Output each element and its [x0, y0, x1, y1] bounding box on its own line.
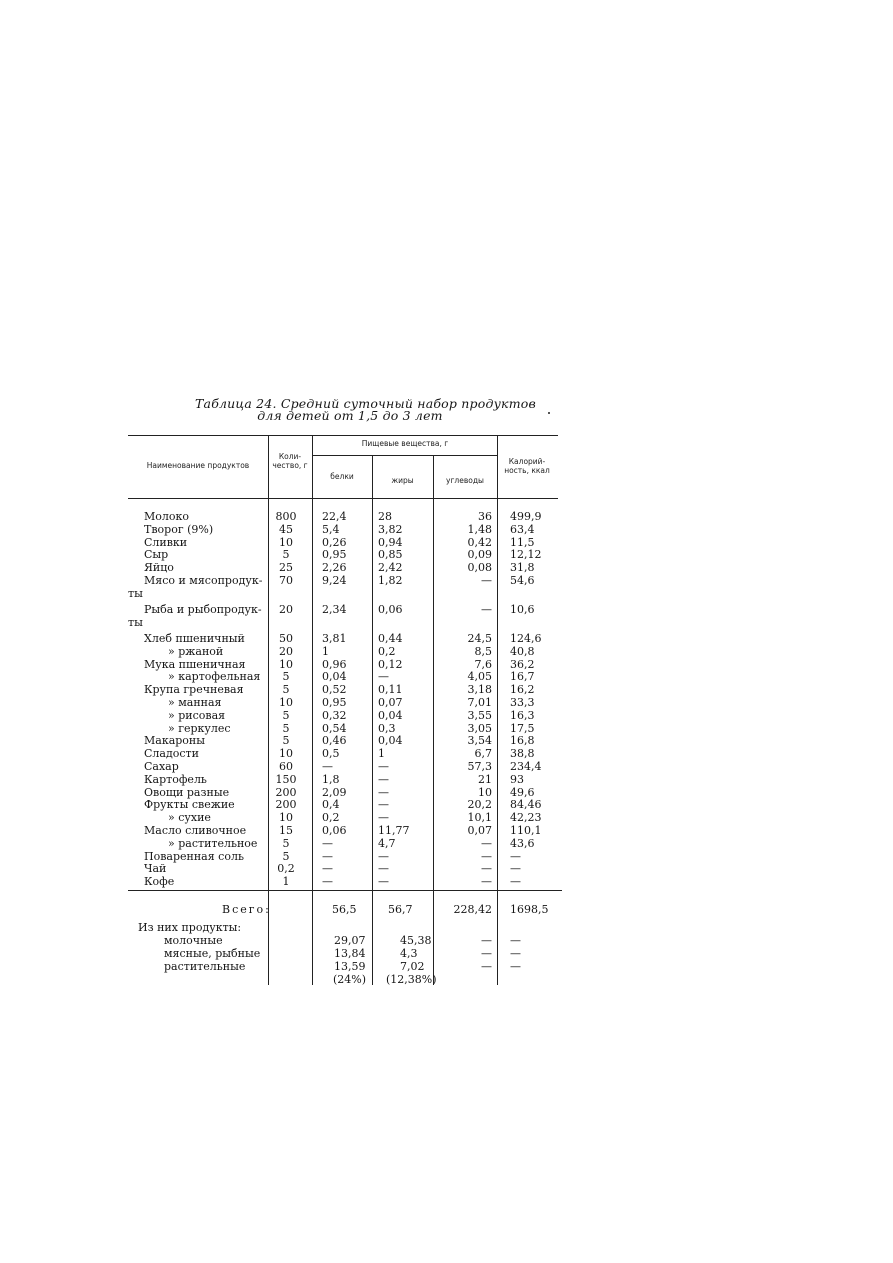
protein-value: 2,34 — [322, 603, 347, 616]
kcal-value: 17,5 — [510, 721, 535, 735]
quantity: 5 — [282, 548, 290, 562]
protein-value: 5,4 — [322, 522, 340, 536]
protein-value: — — [322, 875, 333, 889]
subtotal-name: растительные — [164, 960, 246, 973]
product-name: Сыр — [144, 548, 169, 562]
subtotal-kcal: — — [510, 947, 521, 960]
fat-value: — — [378, 798, 389, 812]
kcal-value: 54,6 — [510, 574, 535, 587]
table-row — [0, 696, 893, 709]
subtotal-row — [0, 960, 893, 973]
header-name: Наименование продуктов — [146, 461, 250, 470]
quantity: 0,2 — [277, 862, 295, 876]
subtotals-heading — [0, 921, 893, 934]
carbs-value: 36 — [478, 510, 492, 523]
carbs-value: 3,55 — [467, 708, 492, 722]
product-name: Масло сливочное — [144, 824, 247, 837]
quantity: 10 — [279, 657, 293, 671]
product-name: Фрукты свежие — [144, 798, 235, 812]
quantity: 10 — [279, 811, 293, 825]
quantity: 20 — [279, 603, 293, 616]
table-row — [0, 747, 893, 760]
carbs-value: — — [481, 836, 492, 850]
fat-value: 0,07 — [378, 696, 403, 709]
product-name: Кофе — [144, 875, 175, 889]
carbs-value: — — [481, 574, 492, 587]
percent-protein: (24%) — [333, 973, 367, 986]
subtotal-fat: 4,3 — [400, 947, 418, 960]
kcal-value: 499,9 — [510, 510, 542, 523]
header-fat: жиры — [391, 476, 414, 485]
protein-value: 3,81 — [322, 632, 347, 645]
subtotal-kcal: — — [510, 934, 521, 947]
fat-value: 0,11 — [378, 683, 403, 697]
protein-value: 0,32 — [322, 708, 347, 722]
percentages-row — [0, 973, 893, 986]
protein-value: 2,09 — [322, 785, 347, 799]
fat-value: 0,44 — [378, 632, 403, 645]
subtotal-kcal: — — [510, 960, 521, 973]
total-protein: 56,5 — [332, 903, 357, 916]
protein-value: 0,95 — [322, 696, 347, 709]
product-name: » растительное — [168, 836, 258, 850]
protein-value: 22,4 — [322, 510, 347, 523]
protein-value: 0,2 — [322, 811, 340, 825]
subtotal-row — [0, 934, 893, 947]
product-name: Макароны — [144, 734, 206, 748]
subtotal-fat: 7,02 — [400, 960, 425, 973]
quantity: 70 — [279, 574, 293, 587]
quantity: 5 — [282, 734, 290, 748]
fat-value: 1 — [378, 747, 385, 761]
quantity: 5 — [282, 721, 290, 735]
fat-value: 2,42 — [378, 561, 403, 575]
quantity: 50 — [279, 632, 293, 645]
kcal-value: — — [510, 875, 521, 889]
fat-value: 11,77 — [378, 824, 410, 837]
protein-value: 0,54 — [322, 721, 347, 735]
kcal-value: 42,23 — [510, 811, 542, 825]
carbs-value: 20,2 — [467, 798, 492, 812]
table-row — [0, 632, 893, 645]
table-row — [0, 574, 893, 587]
product-name: Картофель — [144, 772, 207, 786]
protein-value: 0,95 — [322, 548, 347, 562]
table-row — [0, 603, 893, 616]
table-row — [0, 837, 893, 850]
quantity: 45 — [279, 522, 293, 536]
table-row — [0, 734, 893, 747]
carbs-value: — — [481, 603, 492, 616]
product-name: Сладости — [144, 747, 199, 761]
fat-value: 4,7 — [378, 836, 396, 850]
product-name: Мука пшеничная — [144, 657, 246, 671]
total-row — [0, 903, 893, 916]
quantity: 5 — [282, 683, 290, 697]
subtotal-carbs: — — [481, 934, 492, 947]
table-row — [0, 683, 893, 696]
fat-value: 0,06 — [378, 603, 403, 616]
product-name: » ржаной — [168, 644, 224, 658]
quantity: 1 — [282, 875, 290, 889]
product-name: Яйцо — [144, 561, 174, 575]
quantity: 5 — [282, 849, 290, 863]
product-name: Чай — [144, 862, 167, 876]
kcal-value: 63,4 — [510, 522, 535, 536]
kcal-value: 234,4 — [510, 760, 542, 773]
table-row — [0, 862, 893, 875]
kcal-value: 49,6 — [510, 785, 535, 799]
quantity: 200 — [275, 785, 297, 799]
header-carbs: углеводы — [446, 476, 484, 485]
table-row — [0, 561, 893, 574]
carbs-value: 7,01 — [467, 696, 492, 709]
quantity: 150 — [275, 772, 297, 786]
quantity: 5 — [282, 670, 290, 684]
product-name: Поваренная соль — [144, 849, 244, 863]
kcal-value: 16,2 — [510, 683, 535, 697]
kcal-value: 10,6 — [510, 603, 535, 616]
subtotal-protein: 29,07 — [334, 934, 366, 947]
carbs-value: 8,5 — [474, 644, 492, 658]
protein-value: — — [322, 849, 333, 863]
table-row — [0, 773, 893, 786]
kcal-value: 43,6 — [510, 836, 535, 850]
table-row — [0, 875, 893, 888]
table-row — [0, 850, 893, 863]
table-row — [0, 658, 893, 671]
table-row — [0, 811, 893, 824]
quantity: 25 — [279, 561, 293, 575]
product-name: Мясо и мясопродук- — [144, 574, 263, 587]
fat-value: 1,82 — [378, 574, 403, 587]
table-row — [0, 760, 893, 773]
fat-value: — — [378, 875, 389, 889]
product-name: Хлеб пшеничный — [144, 632, 245, 645]
fat-value: — — [378, 772, 389, 786]
product-name-continuation: ты — [128, 587, 143, 600]
carbs-value: 24,5 — [467, 632, 492, 645]
kcal-value: 16,3 — [510, 708, 535, 722]
fat-value: — — [378, 849, 389, 863]
kcal-value: — — [510, 849, 521, 863]
carbs-value: 0,08 — [467, 561, 492, 575]
fat-value: 0,12 — [378, 657, 403, 671]
header-nutrients: Пищевые вещества, г — [361, 439, 449, 448]
kcal-value: 11,5 — [510, 535, 535, 549]
fat-value: — — [378, 785, 389, 799]
carbs-value: 21 — [478, 772, 492, 786]
protein-value: 1,8 — [322, 772, 340, 786]
kcal-value: 124,6 — [510, 632, 542, 645]
quantity: 200 — [275, 798, 297, 812]
table-row — [0, 548, 893, 561]
protein-value: 1 — [322, 644, 329, 658]
table-row — [0, 510, 893, 523]
table-caption — [195, 396, 536, 423]
protein-value: 0,52 — [322, 683, 347, 697]
total-carbs: 228,42 — [453, 903, 492, 916]
fat-value: 28 — [378, 510, 392, 523]
carbs-value: 10,1 — [467, 811, 492, 825]
kcal-value: 40,8 — [510, 644, 535, 658]
product-name: Овощи разные — [144, 785, 230, 799]
protein-value: 0,5 — [322, 747, 340, 761]
kcal-value: 84,46 — [510, 798, 542, 812]
subtotal-carbs: — — [481, 947, 492, 960]
subtotals-label: Из них продукты: — [138, 921, 242, 934]
protein-value: 0,4 — [322, 798, 340, 812]
subtotal-name: мясные, рыбные — [164, 947, 261, 960]
table-row — [0, 670, 893, 683]
kcal-value: 12,12 — [510, 548, 542, 562]
fat-value: — — [378, 862, 389, 876]
percent-fat: (12,38%) — [386, 973, 437, 986]
product-name: » картофельная — [168, 670, 261, 684]
total-kcal: 1698,5 — [510, 903, 549, 916]
scan-speck — [548, 412, 550, 414]
carbs-value: 0,42 — [467, 535, 492, 549]
header-bottom-rule — [128, 498, 558, 499]
table-row — [0, 786, 893, 799]
caption-line-1: Таблица 24. Средний суточный набор продуктов — [195, 396, 536, 411]
table-row — [0, 824, 893, 837]
quantity: 60 — [279, 760, 293, 773]
product-name: Крупа гречневая — [144, 683, 244, 697]
carbs-value: 57,3 — [467, 760, 492, 773]
fat-value: — — [378, 760, 389, 773]
quantity: 10 — [279, 747, 293, 761]
protein-value: — — [322, 760, 333, 773]
kcal-value: — — [510, 862, 521, 876]
subtotal-protein: 13,59 — [334, 960, 366, 973]
product-name: » геркулес — [168, 721, 231, 735]
protein-value: 0,04 — [322, 670, 347, 684]
product-name: Рыба и рыбопродук- — [144, 603, 262, 616]
kcal-value: 31,8 — [510, 561, 535, 575]
protein-value: — — [322, 862, 333, 876]
product-name: Сахар — [144, 760, 179, 773]
kcal-value: 16,8 — [510, 734, 535, 748]
product-name: » сухие — [168, 811, 211, 825]
protein-value: 0,96 — [322, 657, 347, 671]
subtotal-protein: 13,84 — [334, 947, 366, 960]
quantity: 800 — [275, 510, 297, 523]
fat-value: 3,82 — [378, 522, 403, 536]
fat-value: 0,94 — [378, 535, 403, 549]
carbs-value: 10 — [478, 785, 492, 799]
total-fat: 56,7 — [388, 903, 413, 916]
fat-value: — — [378, 811, 389, 825]
protein-value: 0,46 — [322, 734, 347, 748]
fat-value: 0,3 — [378, 721, 396, 735]
carbs-value: 3,54 — [467, 734, 492, 748]
total-label: Всего: — [222, 903, 271, 916]
fat-value: 0,04 — [378, 734, 403, 748]
quantity: 20 — [279, 644, 293, 658]
product-name: » рисовая — [168, 708, 226, 722]
header-qty: Коли-чество, г — [272, 452, 308, 470]
kcal-value: 93 — [510, 772, 524, 786]
table-row — [0, 536, 893, 549]
product-name: » манная — [168, 696, 222, 709]
carbs-value: — — [481, 862, 492, 876]
nutrients-subrule — [312, 455, 498, 456]
header-protein: белки — [330, 472, 354, 481]
product-name-continuation: ты — [128, 616, 143, 629]
carbs-value: 0,09 — [467, 548, 492, 562]
table-row — [0, 709, 893, 722]
quantity: 10 — [279, 535, 293, 549]
protein-value: 0,06 — [322, 824, 347, 837]
protein-value: 9,24 — [322, 574, 347, 587]
carbs-value: 7,6 — [474, 657, 492, 671]
subtotal-row — [0, 947, 893, 960]
caption-line-2: для детей от 1,5 до 3 лет — [257, 408, 443, 423]
kcal-value: 16,7 — [510, 670, 535, 684]
product-name: Молоко — [144, 510, 189, 523]
carbs-value: 3,18 — [467, 683, 492, 697]
quantity: 10 — [279, 696, 293, 709]
carbs-value: — — [481, 849, 492, 863]
subtotal-fat: 45,38 — [400, 934, 432, 947]
table-row — [0, 798, 893, 811]
protein-value: 0,26 — [322, 535, 347, 549]
carbs-value: 6,7 — [474, 747, 492, 761]
kcal-value: 36,2 — [510, 657, 535, 671]
carbs-value: 0,07 — [467, 824, 492, 837]
carbs-value: 1,48 — [467, 522, 492, 536]
header-top-rule — [128, 435, 558, 436]
fat-value: 0,2 — [378, 644, 396, 658]
carbs-value: 4,05 — [467, 670, 492, 684]
table-row — [0, 645, 893, 658]
fat-value: 0,04 — [378, 708, 403, 722]
fat-value: 0,85 — [378, 548, 403, 562]
quantity: 5 — [282, 836, 290, 850]
subtotal-name: молочные — [164, 934, 223, 947]
carbs-value: 3,05 — [467, 721, 492, 735]
total-rule — [128, 890, 562, 891]
kcal-value: 38,8 — [510, 747, 535, 761]
product-name: Творог (9%) — [144, 522, 214, 536]
fat-value: — — [378, 670, 389, 684]
subtotal-carbs: — — [481, 960, 492, 973]
table-row — [0, 523, 893, 536]
kcal-value: 110,1 — [510, 824, 542, 837]
protein-value: — — [322, 836, 333, 850]
carbs-value: — — [481, 875, 492, 889]
kcal-value: 33,3 — [510, 696, 535, 709]
header-kcal: Калорий-ность, ккал — [504, 457, 550, 475]
quantity: 5 — [282, 708, 290, 722]
table-row — [0, 722, 893, 735]
quantity: 15 — [279, 824, 293, 837]
product-name: Сливки — [144, 535, 188, 549]
protein-value: 2,26 — [322, 561, 347, 575]
